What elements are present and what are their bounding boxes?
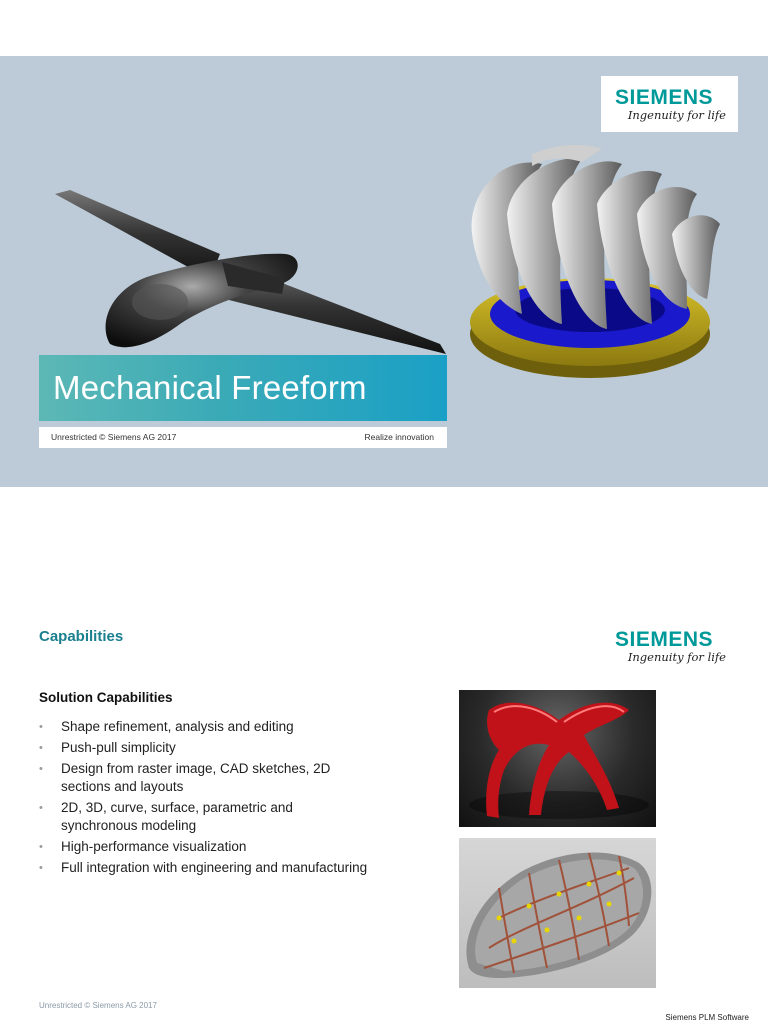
slogan-text: Realize innovation	[364, 432, 434, 442]
logo-tagline: Ingenuity for life	[627, 108, 726, 122]
list-item: • Design from raster image, CAD sketches, 2D sections and layouts	[39, 760, 369, 796]
title-banner	[39, 355, 447, 421]
title-footer-bar	[39, 427, 447, 448]
logo-wordmark: SIEMENS	[615, 86, 714, 109]
aircraft-render-image	[50, 184, 450, 364]
capabilities-slide	[0, 590, 768, 1024]
slide-heading: Capabilities	[39, 628, 124, 645]
list-item: • 2D, 3D, curve, surface, parametric and synchronous modeling	[39, 799, 369, 835]
list-item: • Full integration with engineering and manufacturing	[39, 859, 369, 877]
siemens-logo	[601, 76, 738, 132]
list-item: • Push-pull simplicity	[39, 739, 369, 757]
list-item: • High-performance visualization	[39, 838, 369, 856]
company-text: Siemens PLM Software	[665, 1013, 749, 1022]
capabilities-list	[39, 718, 369, 880]
logo-tagline: Ingenuity for life	[627, 650, 726, 664]
copyright-text: Unrestricted © Siemens AG 2017	[39, 1001, 157, 1010]
red-chair-render-image	[459, 690, 656, 827]
logo-wordmark: SIEMENS	[615, 628, 714, 651]
siemens-logo	[601, 618, 738, 674]
list-item: • Shape refinement, analysis and editing	[39, 718, 369, 736]
presentation-title: Mechanical Freeform	[53, 369, 367, 406]
title-slide	[0, 56, 768, 487]
section-heading: Solution Capabilities	[39, 690, 173, 705]
copyright-text: Unrestricted © Siemens AG 2017	[51, 432, 177, 442]
surface-model-render-image	[459, 838, 656, 988]
turbine-render-image	[462, 144, 726, 380]
